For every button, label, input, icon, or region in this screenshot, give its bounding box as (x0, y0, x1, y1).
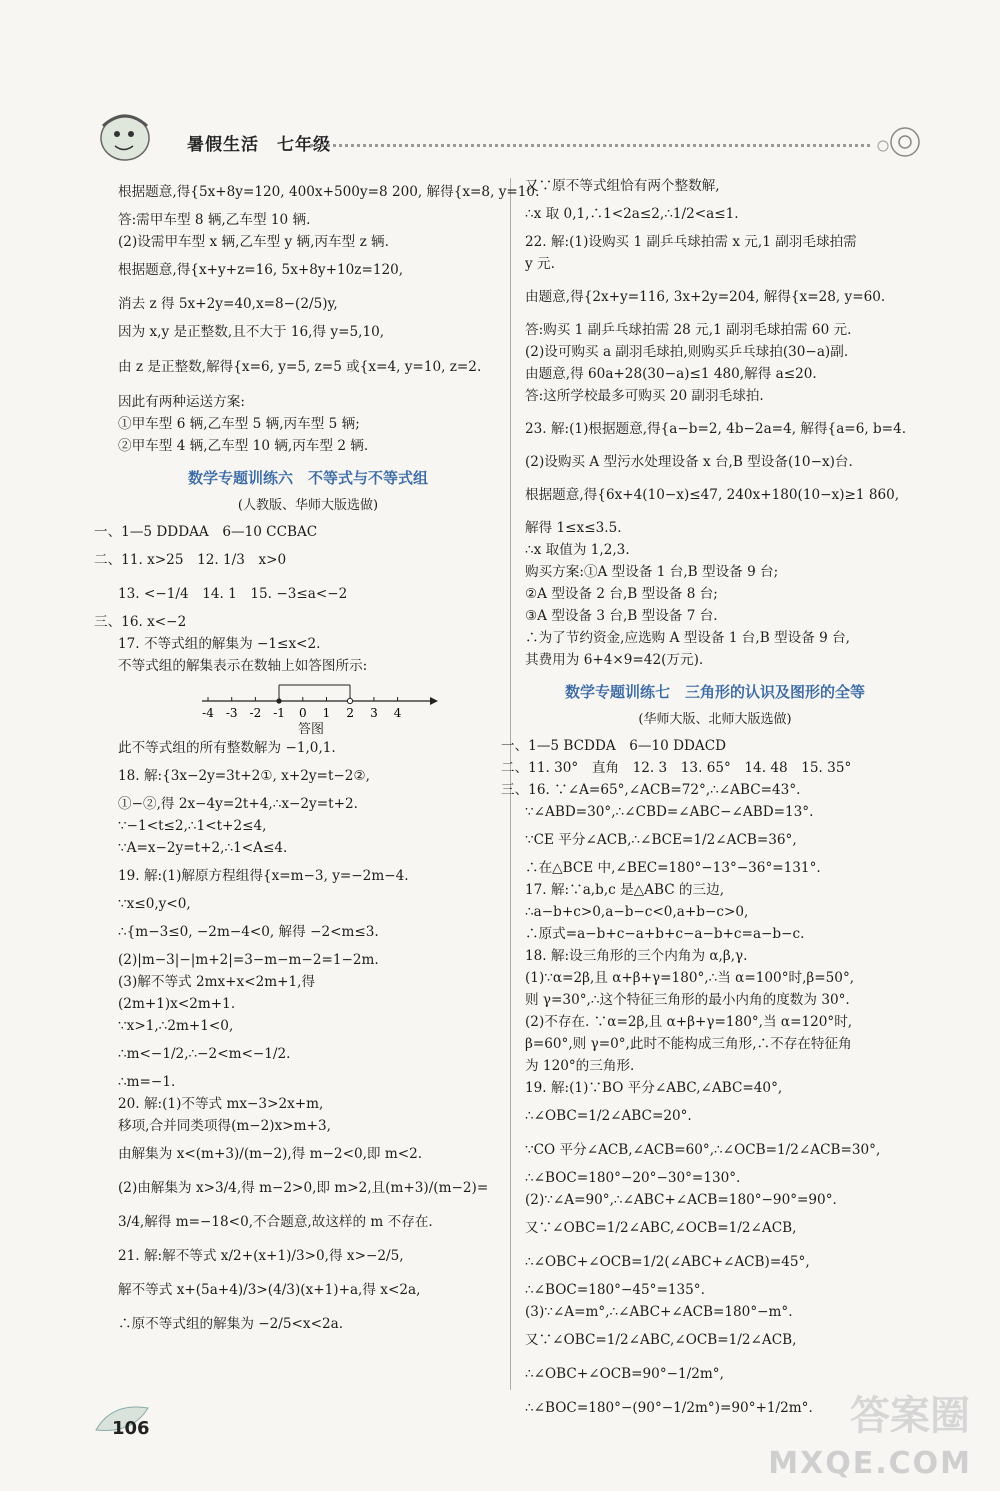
text-line: y 元. (525, 256, 555, 272)
text-line: (2)|m−3|−|m+2|=3−m−m−2=1−2m. (118, 952, 379, 968)
tick-label: -2 (249, 706, 262, 720)
answer-line: 17. 解:∵a,b,c 是△ABC 的三边, (525, 882, 725, 898)
text-line: ∴x 取 0,1,∴1<2a≤2,∴1/2<a≤1. (525, 206, 739, 222)
answer-line: ∴∠BOC=180°−45°=135°. (525, 1282, 705, 1298)
tick-label: 0 (298, 706, 307, 720)
answer-line: ∵∠ABD=30°,∴∠CBD=∠ABC−∠ABD=13°. (525, 804, 814, 820)
tick-label: 3 (370, 706, 378, 720)
mascot-icon (95, 108, 175, 164)
watermark-url: MXQE.COM (768, 1446, 972, 1481)
text-line: 此不等式组的所有整数解为 −1,0,1. (118, 740, 336, 756)
text-line: (2)由解集为 x>3/4,得 m−2>0,即 m>2,且(m+3)/(m−2)= (118, 1180, 489, 1196)
text-line: 购买方案:①A 型设备 1 台,B 型设备 9 台; (525, 564, 779, 580)
open-point (347, 698, 352, 703)
answer-line: ∵CO 平分∠ACB,∠ACB=60°,∴∠OCB=1/2∠ACB=30°, (525, 1142, 881, 1158)
text-line: ①−②,得 2x−4y=2t+4,∴x−2y=t+2. (118, 796, 358, 812)
watermark-brand: 答案圈 (850, 1393, 970, 1439)
text-line: ②甲车型 4 辆,乙车型 10 辆,丙车型 2 辆. (118, 438, 369, 454)
text-line: ②A 型设备 2 台,B 型设备 8 台; (525, 586, 718, 602)
tick-label: -3 (225, 706, 238, 720)
text-line: 解不等式 x+(5a+4)/3>(4/3)(x+1)+a,得 x<2a, (118, 1282, 421, 1298)
text-line: 22. 解:(1)设购买 1 副乒乓球拍需 x 元,1 副羽毛球拍需 (525, 234, 857, 250)
answer-line: 不等式组的解集表示在数轴上如答图所示: (118, 658, 368, 674)
text-line: 由题意,得 60a+28(30−a)≤1 480,解得 a≤20. (525, 366, 817, 382)
text-line: ∴为了节约资金,应选购 A 型设备 1 台,B 型设备 9 台, (525, 630, 851, 646)
answer-line: β=60°,则 γ=0°,此时不能构成三角形,∴不存在特征角 (525, 1036, 852, 1052)
answer-line: 为 120°的三角形. (525, 1058, 635, 1074)
header-dotted-rule (310, 144, 870, 147)
page-header (95, 108, 925, 168)
text-line: ∵x>1,∴2m+1<0, (118, 1018, 234, 1034)
tick-label: 2 (346, 706, 355, 720)
answer-line: 则 γ=30°,∴这个特征三角形的最小内角的度数为 30°. (525, 992, 850, 1008)
text-line: 又∵原不等式组恰有两个整数解, (525, 178, 720, 194)
closed-point (276, 698, 281, 703)
rings-icon (865, 122, 925, 162)
text-line: (2)设需甲车型 x 辆,乙车型 y 辆,丙车型 z 辆. (118, 234, 389, 250)
text-line: 21. 解:解不等式 x/2+(x+1)/3>0,得 x>−2/5, (118, 1248, 404, 1264)
text-line: 解得 1≤x≤3.5. (525, 520, 622, 536)
answer-line: (3)∵∠A=m°,∴∠ABC+∠ACB=180°−m°. (525, 1304, 793, 1320)
text-line: ∵x≤0,y<0, (118, 896, 191, 912)
text-line: ∵−1<t≤2,∴1<t+2≤4, (118, 818, 267, 834)
answer-line: 二、11. 30° 直角 12. 3 13. 65° 14. 48 15. 35° (501, 760, 852, 776)
answer-line: 三、16. ∵∠A=65°,∠ACB=72°,∴∠ABC=43°. (501, 782, 801, 798)
text-line: 由 z 是正整数,解得{x=6, y=5, z=5 或{x=4, y=10, z=2. (118, 359, 482, 375)
figure-caption: 答图 (298, 722, 325, 737)
text-line: 移项,合并同类项得(m−2)x>m+3, (118, 1118, 331, 1134)
text-line: 20. 解:(1)不等式 mx−3>2x+m, (118, 1096, 324, 1112)
text-line: 因为 x,y 是正整数,且不大于 16,得 y=5,10, (118, 324, 385, 340)
answer-line: 又∵∠OBC=1/2∠ABC,∠OCB=1/2∠ACB, (525, 1220, 797, 1236)
text-line: ③A 型设备 3 台,B 型设备 7 台. (525, 608, 718, 624)
answer-line: (1)∵α=2β,且 α+β+γ=180°,∴当 α=100°时,β=50°, (525, 970, 855, 986)
answer-line: ∴∠OBC=1/2∠ABC=20°. (525, 1108, 692, 1124)
header-title: 暑假生活 七年级 (187, 135, 331, 155)
answer-line: ∴在△BCE 中,∠BEC=180°−13°−36°=131°. (525, 860, 821, 876)
text-line: ∴m<−1/2,∴−2<m<−1/2. (118, 1046, 291, 1062)
answer-line: 又∵∠OBC=1/2∠ABC,∠OCB=1/2∠ACB, (525, 1332, 797, 1348)
answer-line: ∴原式=a−b+c−a+b+c−a−b+c=a−b−c. (525, 926, 805, 942)
text-line: 3/4,解得 m=−18<0,不合题意,故这样的 m 不存在. (118, 1214, 433, 1230)
answer-line: ∴∠BOC=180°−(90°−1/2m°)=90°+1/2m°. (525, 1400, 813, 1416)
text-line: 根据题意,得{5x+8y=120, 400x+500y=8 200, 解得{x=8, y=10. (118, 184, 540, 200)
answer-line: 三、16. x<−2 (94, 614, 187, 630)
number-line-figure (198, 679, 438, 737)
text-line: 因此有两种运送方案: (118, 394, 245, 410)
answer-line: (2)∵∠A=90°,∴∠ABC+∠ACB=180°−90°=90°. (525, 1192, 837, 1208)
answer-line: 18. 解:设三角形的三个内角为 α,β,γ. (525, 948, 748, 964)
text-line: (2m+1)x<2m+1. (118, 996, 236, 1012)
text-line: 其费用为 6+4×9=42(万元). (525, 652, 704, 668)
tick-label: -1 (273, 706, 285, 720)
text-line: ∴原不等式组的解集为 −2/5<x<2a. (118, 1316, 344, 1332)
answer-line: ∴∠OBC+∠OCB=1/2(∠ABC+∠ACB)=45°, (525, 1254, 810, 1270)
answer-line: ∴∠OBC+∠OCB=90°−1/2m°, (525, 1366, 724, 1382)
answer-line: ∴a−b+c>0,a−b−c<0,a+b−c>0, (525, 904, 749, 920)
text-line: ∴m=−1. (118, 1074, 176, 1090)
text-line: 根据题意,得{6x+4(10−x)≤47, 240x+180(10−x)≥1 860, (525, 487, 900, 503)
text-line: 消去 z 得 5x+2y=40,x=8−(2/5)y, (118, 296, 338, 312)
text-line: 根据题意,得{x+y+z=16, 5x+8y+10z=120, (118, 262, 404, 278)
text-line: ①甲车型 6 辆,乙车型 5 辆,丙车型 5 辆; (118, 416, 360, 432)
text-line: ∵A=x−2y=t+2,∴1<A≤4. (118, 840, 288, 856)
text-line: (3)解不等式 2mx+x<2m+1,得 (118, 974, 316, 990)
answer-line: 一、1—5 BCDDA 6—10 DDACD (501, 738, 727, 754)
answer-line: ∵CE 平分∠ACB,∴∠BCE=1/2∠ACB=36°, (525, 832, 797, 848)
text-line: 答:购买 1 副乒乓球拍需 28 元,1 副羽毛球拍需 60 元. (525, 322, 852, 338)
answer-line: 13. <−1/4 14. 1 15. −3≤a<−2 (118, 586, 348, 602)
text-line: 答:需甲车型 8 辆,乙车型 10 辆. (118, 212, 311, 228)
text-line: ∴x 取值为 1,2,3. (525, 542, 630, 558)
tick-label: 1 (322, 706, 331, 720)
text-line: 23. 解:(1)根据题意,得{a−b=2, 4b−2a=4, 解得{a=6, b=4. (525, 421, 907, 437)
edition-note: (华师大版、北师大版选做) (638, 712, 792, 727)
text-line: (2)设购买 A 型污水处理设备 x 台,B 型设备(10−x)台. (525, 454, 853, 470)
right-column (501, 175, 907, 1425)
text-line: 答:这所学校最多可购买 20 副羽毛球拍. (525, 388, 764, 404)
page-number: 106 (112, 1418, 150, 1439)
answer-line: 19. 解:(1)∵BO 平分∠ABC,∠ABC=40°, (525, 1080, 783, 1096)
answer-line: ∴∠BOC=180°−20°−30°=130°. (525, 1170, 741, 1186)
section-title: 数学专题训练六 不等式与不等式组 (187, 469, 428, 487)
text-line: ∴{m−3≤0, −2m−4<0, 解得 −2<m≤3. (118, 924, 379, 940)
text-line: 由题意,得{2x+y=116, 3x+2y=204, 解得{x=28, y=60. (525, 289, 886, 305)
answer-line: (2)不存在. ∵α=2β,且 α+β+γ=180°,当 α=120°时, (525, 1014, 853, 1030)
tick-label: -4 (202, 706, 214, 720)
text-line: 由解集为 x<(m+3)/(m−2),得 m−2<0,即 m<2. (118, 1146, 423, 1162)
text-line: 18. 解:{3x−2y=3t+2①, x+2y=t−2②, (118, 768, 370, 784)
edition-note: (人教版、华师大版选做) (237, 498, 379, 513)
answer-line: 二、11. x>25 12. 1/3 x>0 (94, 552, 287, 568)
text-line: (2)设可购买 a 副羽毛球拍,则购买乒乓球拍(30−a)副. (525, 344, 849, 360)
section-title: 数学专题训练七 三角形的认识及图形的全等 (564, 683, 865, 701)
text-line: 19. 解:(1)解原方程组得{x=m−3, y=−2m−4. (118, 868, 409, 884)
answer-line: 17. 不等式组的解集为 −1≤x<2. (118, 636, 321, 652)
tick-label: 4 (393, 706, 402, 720)
answer-line: 一、1—5 DDDAA 6—10 CCBAC (94, 524, 318, 540)
